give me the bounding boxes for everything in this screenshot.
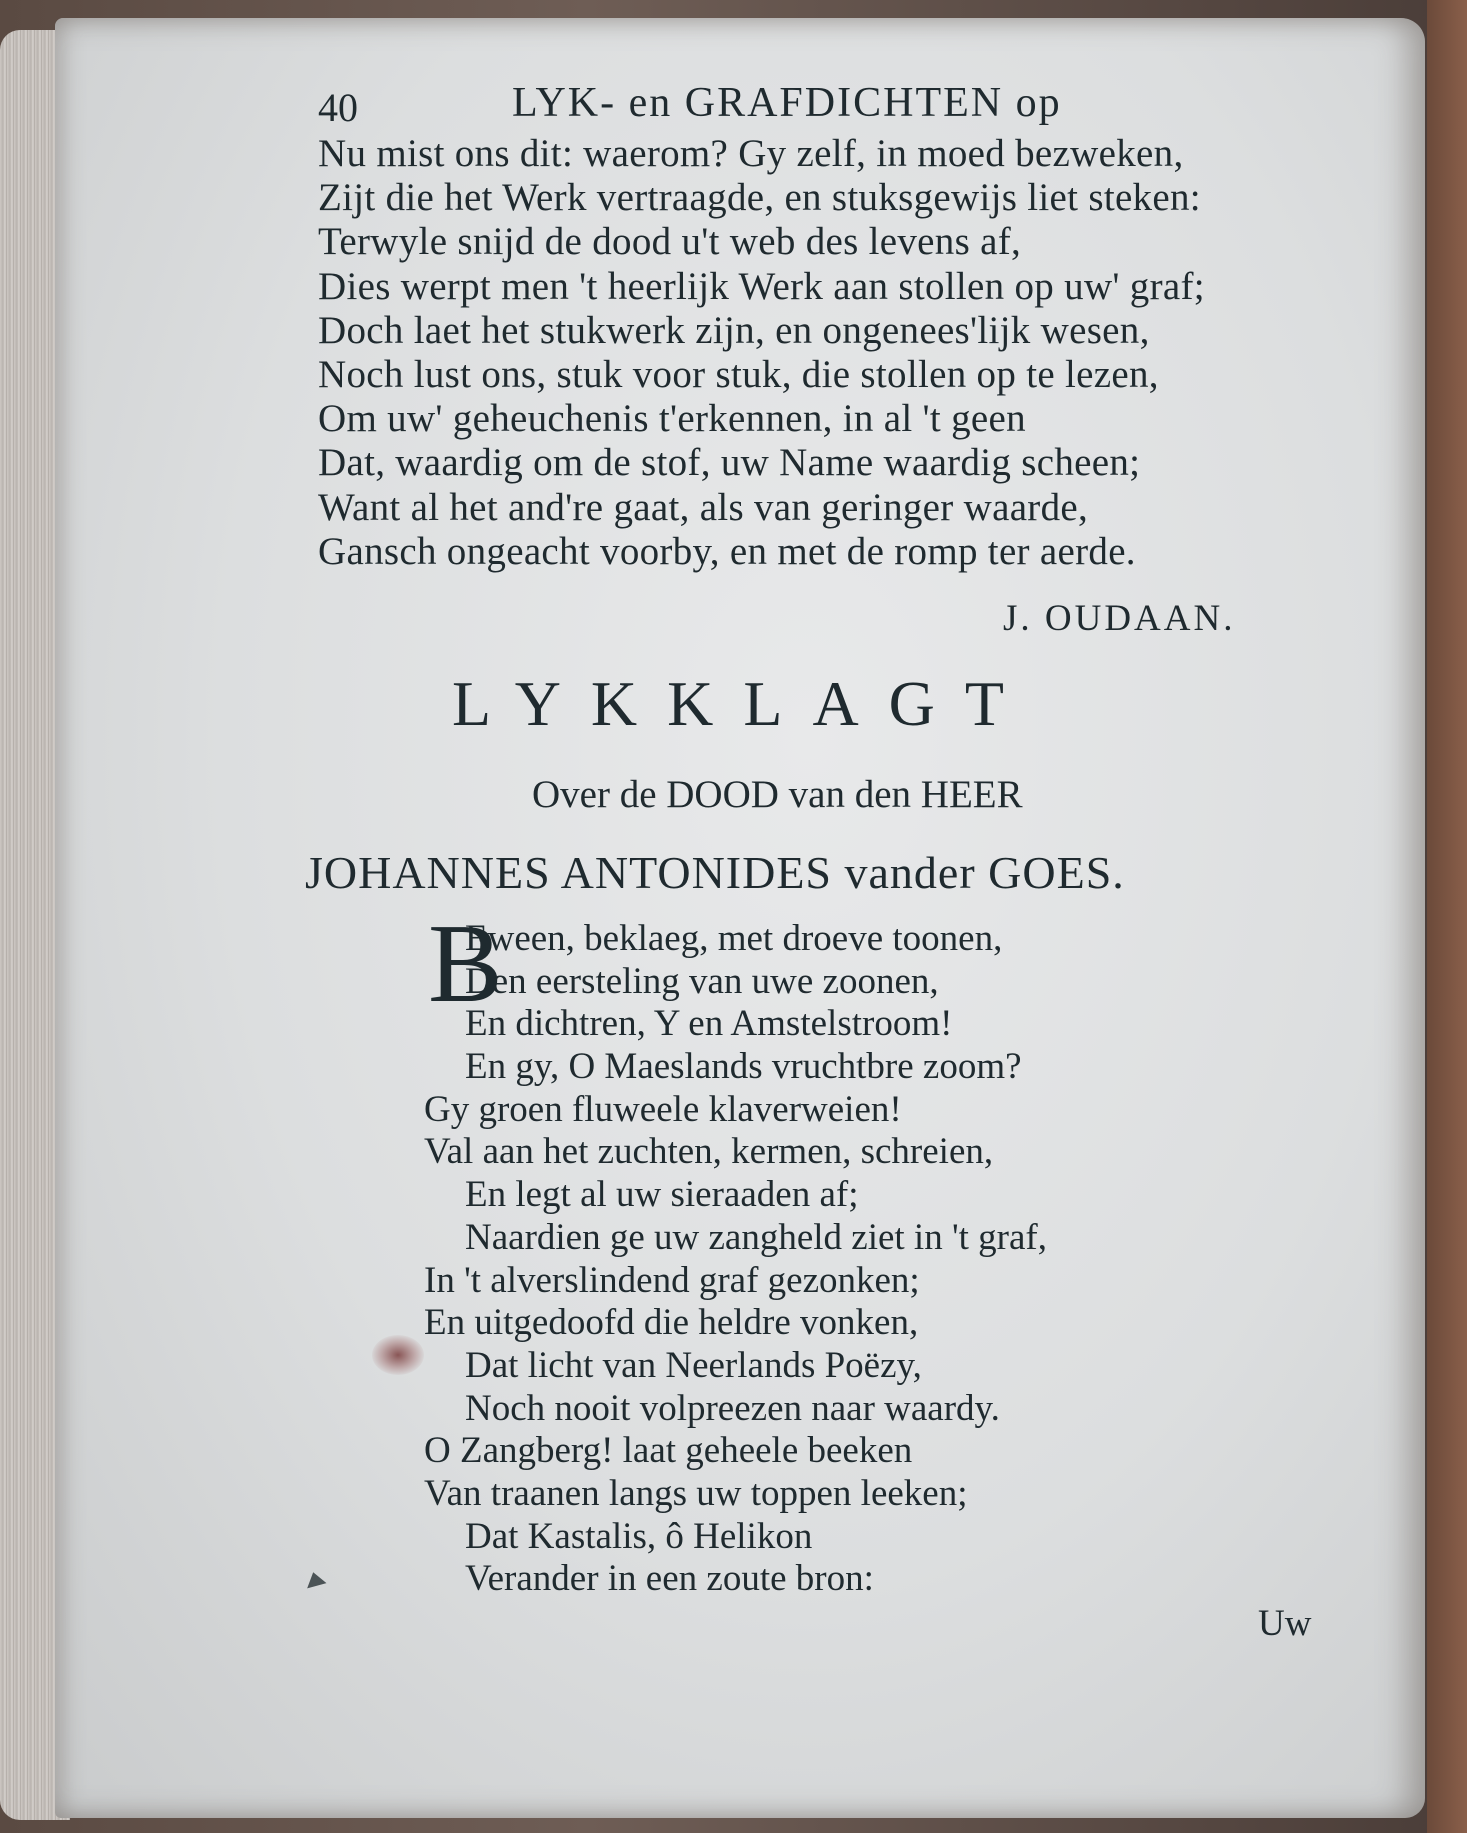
poem-line: Val aan het zuchten, kermen, schreien, [424,1131,994,1173]
poem-line: Gansch ongeacht voorby, en met de romp ter aerde. [318,529,1136,573]
poem-oudaan [318,132,1205,574]
poem-line: Van traanen langs uw toppen leeken; [424,1472,968,1514]
poem-lykklagt [424,918,1047,1601]
poem-line: En gy, O Maeslands vruchtbre zoom? [465,1046,1022,1088]
book-cover-edge [1427,0,1467,1833]
poem-line: En dichtren, Y en Amstelstroom! [465,1003,953,1045]
section-dedicatee: JOHANNES ANTONIDES vander GOES. [305,847,1125,898]
poem-line: Dies werpt men 't heerlijk Werk aan stollen op uw' graf; [318,264,1205,308]
poem-line: Terwyle snijd de dood u't web des levens af, [318,220,1022,264]
section-title: LYKKLAGT [452,668,1034,739]
poem-line: Nu mist ons dit: waerom? Gy zelf, in moed bezweken, [318,132,1184,175]
poem-line: Dat licht van Neerlands Poëzy, [465,1344,922,1386]
poem-line: En legt al uw sieraaden af; [465,1174,859,1216]
poem-line: In 't alverslindend graf gezonken; [424,1259,920,1301]
catchword: Uw [1258,1603,1312,1644]
poem-line: Want al het and're gaat, als van geringer waarde, [318,485,1089,529]
poem-line: Noch nooit volpreezen naar waardy. [465,1387,1000,1429]
poem-line: Naardien ge uw zangheld ziet in 't graf, [465,1216,1047,1258]
poem-line: Den eersteling van uwe zoonen, [465,960,939,1002]
poem-line: En uitgedoofd die heldre vonken, [424,1302,919,1344]
poem-line: Zijt die het Werk vertraagde, en stuksgewijs liet steken: [318,176,1201,220]
drop-capital: B [428,902,503,1026]
poem-line: Om uw' geheuchenis t'erkennen, in al 't geen [318,397,1026,441]
section-subtitle: Over de DOOD van den HEER [532,773,1023,816]
poem-line: Noch lust ons, stuk voor stuk, die stollen op te lezen, [318,352,1159,396]
poem-line: Doch laet het stukwerk zijn, en ongenees'lijk wesen, [318,308,1150,352]
running-head: LYK- en GRAFDICHTEN op [512,80,1062,126]
page-number: 40 [318,85,358,130]
poem-line: Dat Kastalis, ô Helikon [465,1515,813,1557]
poem-line: Gy groen fluweele klaverweien! [424,1088,902,1130]
ink-stain [372,1335,424,1375]
poem-line: Dat, waardig om de stof, uw Name waardig scheen; [318,441,1141,485]
poem-line: Verander in een zoute bron: [465,1558,874,1600]
poem-line: Eween, beklaeg, met droeve toonen, [465,918,1003,959]
poem-line: O Zangberg! laat geheele beeken [424,1430,913,1472]
poem-signature: J. OUDAAN. [1003,598,1236,639]
